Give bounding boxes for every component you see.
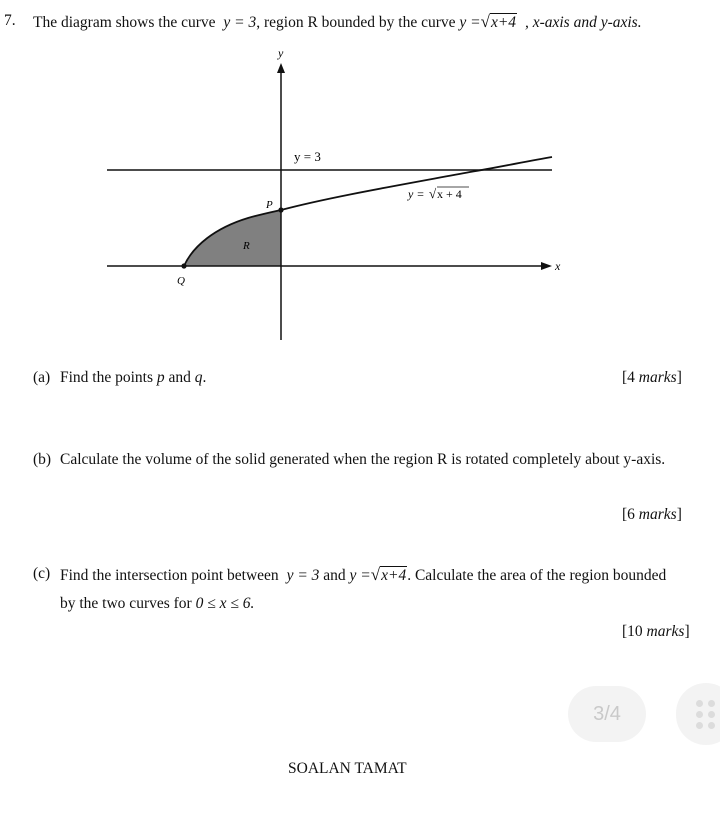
part-c-inequality: 0 ≤ x ≤ 6. xyxy=(195,595,255,612)
grid-dots-icon[interactable] xyxy=(676,683,720,745)
point-q-marker xyxy=(181,263,186,268)
part-b-text: Calculate the volume of the solid generated when the region R is rotated completely about y-axis. xyxy=(60,451,666,468)
question-intro-c: , x-axis and y-axis. xyxy=(524,14,642,31)
var-q: q xyxy=(194,369,203,386)
part-a-label: (a) xyxy=(33,369,51,386)
part-a-marks-close: ] xyxy=(676,369,682,386)
var-p: p xyxy=(156,369,165,386)
page-indicator[interactable] xyxy=(568,686,646,742)
question-intro-a: The diagram shows the curve xyxy=(33,14,216,31)
region-r-shade xyxy=(184,210,281,266)
part-a-text-b: and xyxy=(168,369,191,386)
footer-text: SOALAN TAMAT xyxy=(288,760,407,777)
part-c-text-c: . Calculate the area of the region bounded xyxy=(407,567,667,584)
curve-label-root: x + 4 xyxy=(437,187,462,201)
part-b-marks xyxy=(622,506,682,524)
x-axis-label: x xyxy=(555,259,561,273)
curve-label-lhs: y = xyxy=(408,187,425,201)
sqrt-radicand: x+4 xyxy=(490,14,517,31)
part-c-sqrt-radicand: x+4 xyxy=(381,567,407,584)
part-c-text-line1 xyxy=(60,565,666,585)
equation-y-equals-3: y = 3 xyxy=(223,14,257,31)
part-c-label: (c) xyxy=(33,565,51,582)
equation-curve-lhs: y = xyxy=(459,14,481,31)
x-axis-arrow-icon xyxy=(541,262,552,270)
part-a-marks xyxy=(622,369,682,387)
point-p-label: P xyxy=(266,199,273,211)
part-a-marks-word: marks xyxy=(638,369,677,386)
point-q-label: Q xyxy=(177,275,185,287)
part-c-line2-text: by the two curves for xyxy=(60,595,192,612)
grid-dot xyxy=(708,722,715,729)
y-axis-label: y xyxy=(278,46,284,60)
page-indicator-text: 3/4 xyxy=(593,702,621,725)
part-a-marks-num: [4 xyxy=(622,369,635,386)
part-c-equation-y-equals-3: y = 3 xyxy=(286,567,320,584)
part-c-marks-num: [10 xyxy=(622,623,643,640)
question-number: 7. xyxy=(4,12,16,29)
part-c-marks-word: marks xyxy=(646,623,685,640)
part-c-curve-lhs: y = xyxy=(349,567,371,584)
grid-dot xyxy=(696,722,703,729)
grid-dot xyxy=(696,700,703,707)
grid-dot xyxy=(708,711,715,718)
part-c-marks xyxy=(622,623,690,641)
region-r-label: R xyxy=(243,240,250,252)
grid-dot xyxy=(708,700,715,707)
part-c-text-line2 xyxy=(60,595,254,613)
part-b-marks-num: [6 xyxy=(622,506,635,523)
part-c-text-b: and xyxy=(323,567,346,584)
part-b-marks-close: ] xyxy=(676,506,682,523)
sqrt-icon: √ xyxy=(480,12,490,31)
line-label: y = 3 xyxy=(294,149,321,164)
question-intro-b: , region R bounded by the curve xyxy=(256,14,456,31)
point-p-marker xyxy=(278,207,283,212)
part-a-text-a: Find the points xyxy=(60,369,154,386)
y-axis-arrow-icon xyxy=(277,63,285,73)
part-b-label: (b) xyxy=(33,451,52,468)
part-b-marks-word: marks xyxy=(638,506,677,523)
part-c-sqrt-expression xyxy=(371,565,407,585)
curve-label-sqrt-icon: √ xyxy=(429,186,437,201)
grid-dot xyxy=(696,711,703,718)
curve-diagram xyxy=(0,0,720,350)
part-a-text-c: . xyxy=(202,369,207,386)
part-a-text xyxy=(60,369,206,387)
part-c-marks-close: ] xyxy=(684,623,690,640)
part-c-sqrt-icon: √ xyxy=(370,565,381,584)
part-c-text-a: Find the intersection point between xyxy=(60,567,279,584)
